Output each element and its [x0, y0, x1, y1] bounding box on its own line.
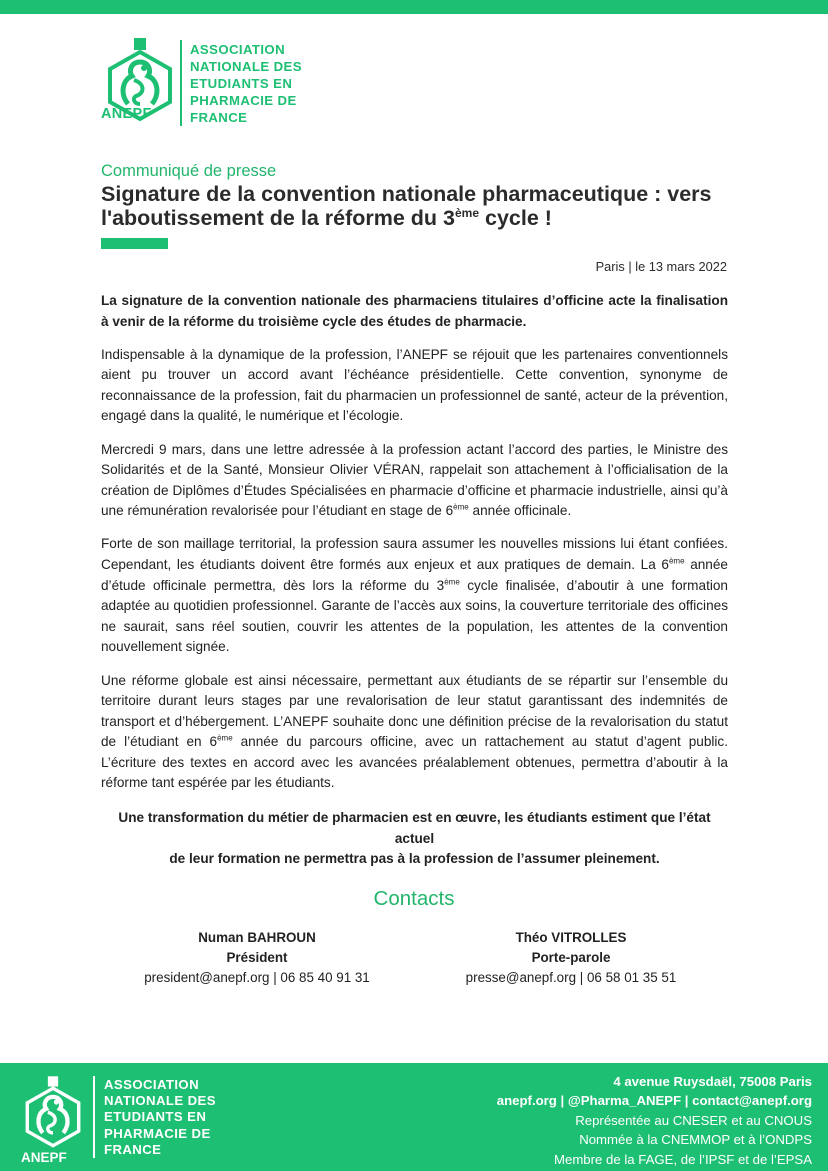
- org-line: NATIONALE DES: [104, 1093, 216, 1109]
- footer-org-name: [104, 1077, 216, 1158]
- lead-paragraph: La signature de la convention nationale des pharmaciens titulaires d’officine acte la finalisation à venir de la réforme du troisième cycle des études de pharmacie.: [101, 293, 728, 329]
- footer-links[interactable]: anepf.org | @Pharma_ANEPF | contact@anepf.org: [496, 1093, 812, 1109]
- org-line: ASSOCIATION: [104, 1077, 200, 1092]
- header-org-name: [190, 41, 302, 126]
- header-divider: [180, 40, 182, 126]
- contact-role: Président: [226, 950, 288, 965]
- p2-sup: ème: [453, 502, 469, 512]
- closing-statement: [101, 808, 728, 870]
- org-line: FRANCE: [104, 1141, 162, 1157]
- paragraph-3: [101, 534, 728, 658]
- press-kicker: Communiqué de presse: [101, 162, 277, 180]
- p4-text-a: Une réforme globale est ainsi nécessaire, permettant aux étudiants de se répartir sur l’ensemble du territoire durant leurs stages par une revalorisation de leur statut garantissant des indemnités de transport et d’hébergement. L’ANEPF souhaite donc une définition précise de la revalorisation du statut de l’étudiant en 6: [101, 672, 728, 750]
- p3-text-a: Forte de son maillage territorial, la profession saura assumer les nouvelles missions lui étant confiées. Cependant, les étudiants doivent être formés aux enjeux et aux pratiques de demain. La 6: [101, 536, 728, 573]
- p2-text-b: année officinale.: [468, 503, 572, 519]
- org-line: PHARMACIE DE: [104, 1125, 211, 1141]
- closing-line-1: Une transformation du métier de pharmacien est en œuvre, les étudiants estiment que l’état actuel: [118, 810, 711, 846]
- p3-text-b: année d’étude officinale permettra, dès lors la réforme du 3: [101, 557, 728, 593]
- contact-name: Numan BAHROUN: [198, 930, 316, 945]
- contacts-title: Contacts: [373, 887, 455, 910]
- dateline: Paris | le 13 mars 2022: [595, 259, 727, 274]
- paragraph-4: [101, 671, 728, 795]
- footer-line: Représentée au CNESER et au CNOUS: [575, 1112, 812, 1128]
- closing-line-2: de leur formation ne permettra pas à la profession de l’assumer pleinement.: [169, 851, 660, 867]
- org-line: ETUDIANTS EN: [190, 76, 293, 91]
- org-line: NATIONALE DES: [190, 59, 302, 74]
- org-line: PHARMACIE DE: [190, 93, 297, 108]
- header-abbr: ANEPF: [101, 106, 152, 122]
- p4-text-b: année du parcours officine, avec un rattachement au statut d’agent public. L’écriture des textes en accord avec les avancées préalablement obtenues, permettra d’aboutir à la réforme tant espérée par les étudiants.: [101, 734, 729, 791]
- footer-abbr: ANEPF: [21, 1150, 67, 1165]
- p4-sup: ème: [217, 733, 233, 743]
- org-line: FRANCE: [190, 110, 248, 125]
- org-line: ETUDIANTS EN: [104, 1109, 207, 1125]
- contact-role: Porte-parole: [531, 950, 611, 965]
- title-sup: ème: [454, 205, 480, 220]
- footer-bar: [0, 1063, 828, 1171]
- title-text: Signature de la convention nationale pharmaceutique : vers l'aboutissement de la réforme du 3: [101, 182, 712, 230]
- contact-name: Théo VITROLLES: [515, 930, 627, 945]
- p3-sup-2: ème: [444, 577, 460, 587]
- title-end: cycle !: [479, 206, 552, 230]
- footer-line: Membre de la FAGE, de l’IPSF et de l’EPSA: [554, 1151, 812, 1167]
- paragraph-1: Indispensable à la dynamique de la profession, l’ANEPF se réjouit que les partenaires conventionnels aient pu trouver un accord avant l’échéance présidentielle. Cette convention, synonyme de reconnaissance de la profession, fait du pharmacien un professionnel de santé, acteur de la prévention, engagé dans la qualité, le numérique et l’écologie.: [101, 346, 728, 424]
- press-title: [101, 182, 741, 230]
- footer-line: Nommée à la CNEMMOP et à l’ONDPS: [579, 1132, 812, 1148]
- footer-address: 4 avenue Ruysdaël, 75008 Paris: [613, 1074, 812, 1089]
- press-body: [101, 291, 728, 870]
- p3-sup-1: ème: [668, 556, 685, 566]
- title-accent-bar: [101, 238, 168, 249]
- contact-card: [401, 928, 741, 988]
- footer-divider: [93, 1076, 95, 1158]
- footer-info: [497, 1072, 812, 1169]
- p2-text-a: Mercredi 9 mars, dans une lettre adressée à la profession actant l’accord des parties, le Ministre des Solidarités et de la Santé, Monsieur Olivier VÉRAN, rappelait son attachement à l’officialisation de la création de Diplômes d’Études Spécialisées en pharmacie d’officine et pharmacie industrielle, ainsi qu’à une rémunération revalorisée pour l’étudiant en stage de 6: [101, 441, 728, 519]
- org-line: ASSOCIATION: [190, 42, 286, 57]
- top-color-bar: [0, 0, 828, 14]
- p3-text-c: cycle finalisée, d’aboutir à une formation adaptée au quotidien professionnel. Garante de l’accès aux soins, la couverture territoriale des officines ne saurait, sans réel soutien, couvrir les attentes de la population, les attentes de la convention nouvellement signée.: [101, 577, 728, 655]
- paragraph-2: [101, 440, 728, 522]
- contact-card: [87, 928, 427, 988]
- contact-email-phone[interactable]: president@anepf.org | 06 85 40 91 31: [144, 970, 370, 985]
- contact-email-phone[interactable]: presse@anepf.org | 06 58 01 35 51: [465, 970, 677, 985]
- anepf-logo-icon: [17, 1073, 89, 1155]
